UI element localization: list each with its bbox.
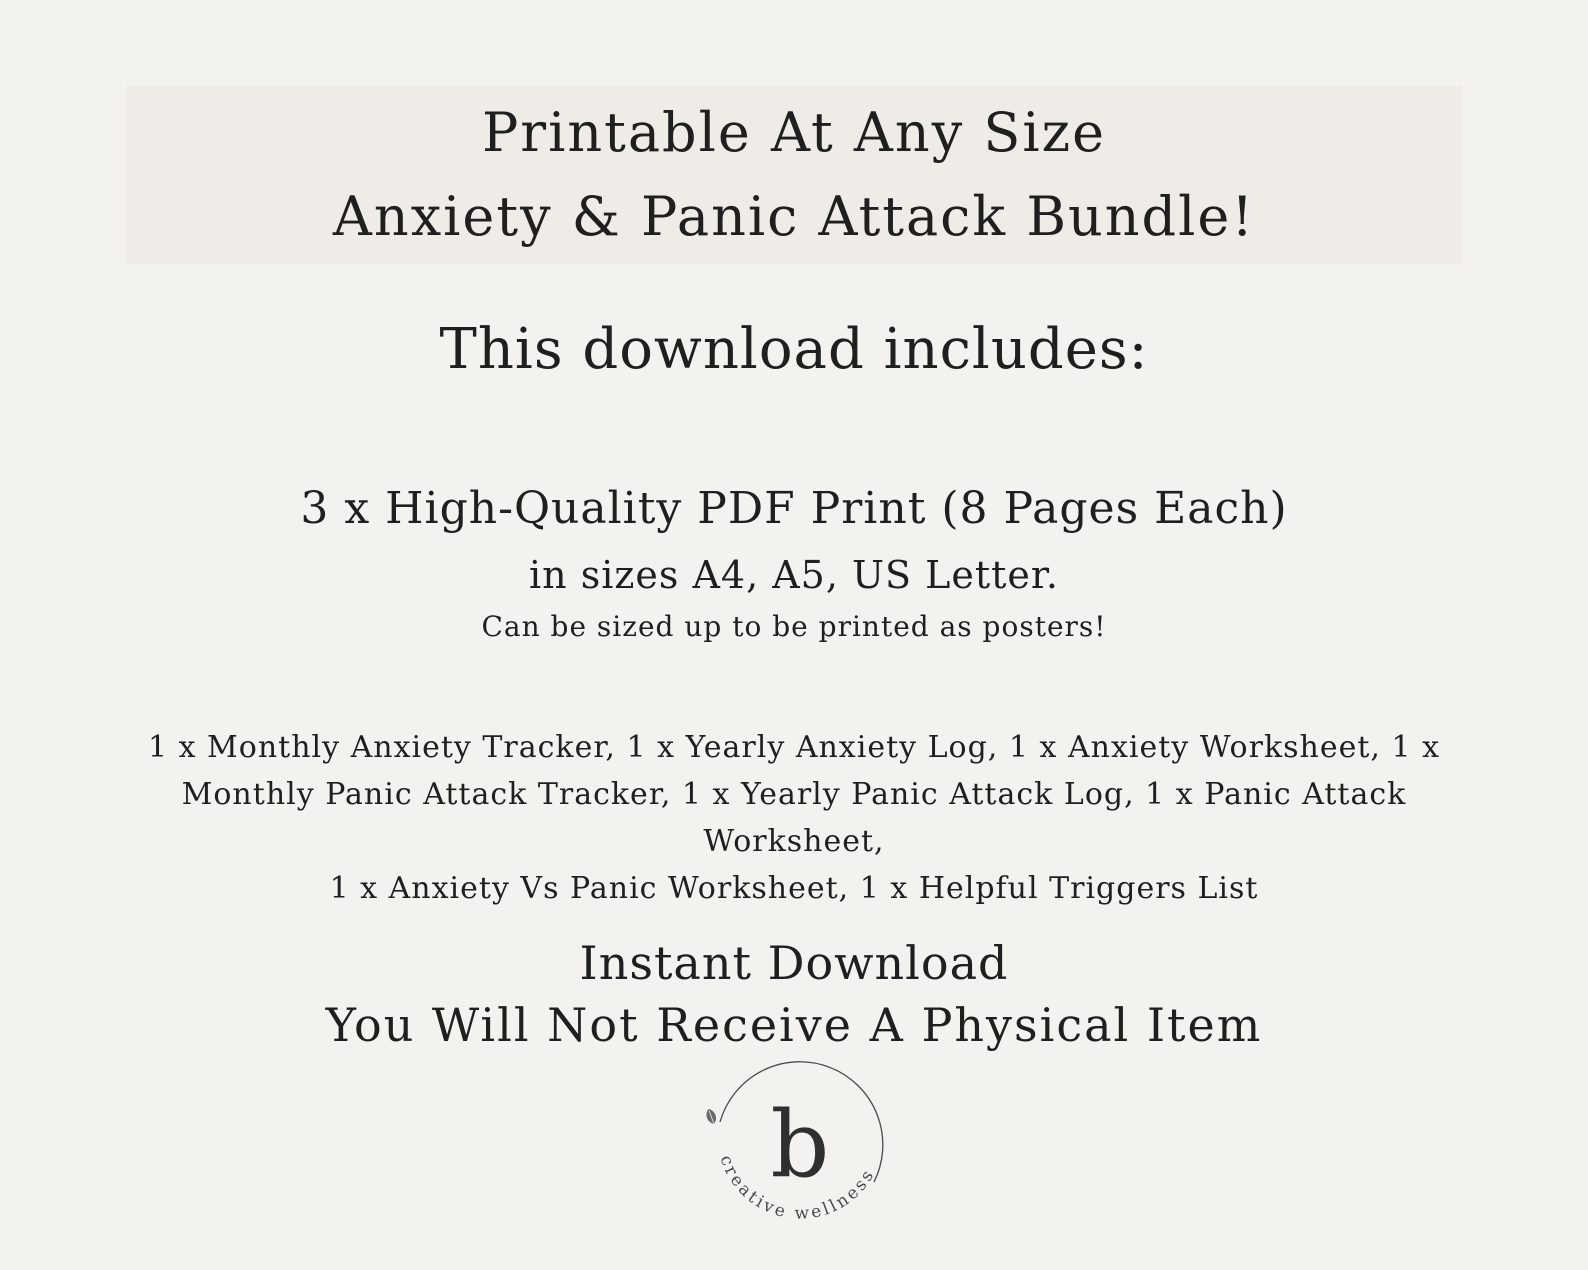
includes-heading: This download includes: bbox=[439, 317, 1149, 382]
pdf-sizes: in sizes A4, A5, US Letter. bbox=[529, 553, 1059, 597]
logo-arc-textpath: creative wellness bbox=[715, 1152, 880, 1224]
banner-title-line1: Printable At Any Size bbox=[481, 101, 1107, 164]
no-physical-item-text: You Will Not Receive A Physical Item bbox=[325, 998, 1263, 1052]
logo-letter: b bbox=[770, 1091, 830, 1198]
contents-line2: Monthly Panic Attack Tracker, 1 x Yearly Panic Attack Log, 1 x Panic Attack Worksheet, bbox=[181, 777, 1407, 859]
poster-note: Can be sized up to be printed as posters! bbox=[481, 610, 1107, 643]
brand-logo bbox=[698, 1060, 898, 1260]
leaf-icon bbox=[704, 1107, 718, 1125]
contents-list bbox=[130, 724, 1458, 912]
pdf-description: 3 x High-Quality PDF Print (8 Pages Each) bbox=[300, 483, 1288, 534]
contents-line1: 1 x Monthly Anxiety Tracker, 1 x Yearly Anxiety Log, 1 x Anxiety Worksheet, 1 x bbox=[147, 730, 1441, 765]
banner-title-line2: Anxiety & Panic Attack Bundle! bbox=[332, 185, 1256, 248]
contents-line3: 1 x Anxiety Vs Panic Worksheet, 1 x Helpful Triggers List bbox=[329, 871, 1259, 906]
instant-download-text: Instant Download bbox=[579, 936, 1009, 990]
title-banner bbox=[126, 86, 1462, 264]
